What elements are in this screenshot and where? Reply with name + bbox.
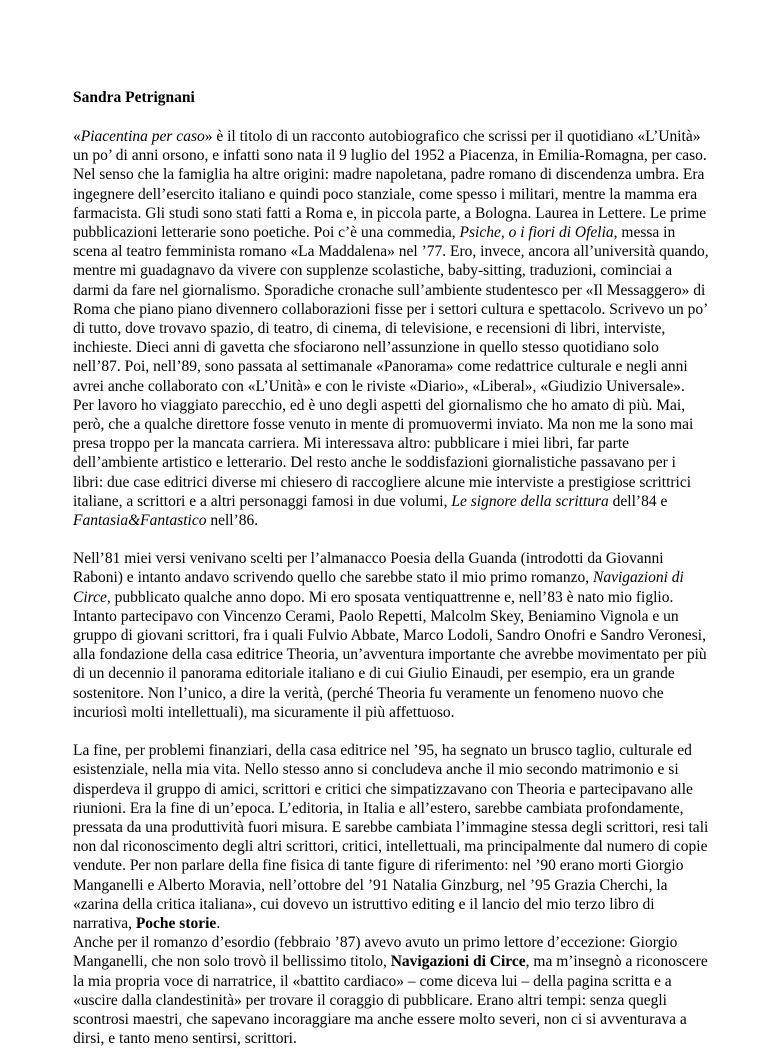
paragraph-end-of-era — [73, 741, 709, 933]
bold-title-poche-storie: Poche storie — [135, 914, 217, 932]
text-run: , messa in scena al teatro femminista romano «La Maddalena» nel ’77. Ero, invece, ancora all’università quando, mentre mi guadagnavo da vivere con supplenze scolastiche, baby-sitting, traduzioni, cominciai a darmi da fare nel giornalismo. Sporadiche cronache sull’ambiente studentesco per «Il Messaggero» di Roma che piano piano divennero collaborazioni fisse per i settori cultura e spettacolo. Scrivevo un po’ di tutto, dove trovavo spazio, di teatro, di cinema, di televisione, e recensioni di libri, interviste, inchieste. Dieci anni di gavetta che sfociarono nell’assunzione in quello stesso quotidiano solo nell’87. Poi, nell’89, sono passata al settimanale «Panorama» come redattrice culturale e negli anni avrei anche collaborato con «L’Unità» e con le riviste «Diario», «Liberal», «Giudizio Universale». Per lavoro ho viaggiato parecchio, ed è uno degli aspetti del giornalismo che ho amato di più. Mai, però, che a qualche direttore fosse venuto in mente di promuovermi inviato. Ma non me la sono mai presa troppo per la mancata carriera. Mi interessava altro: pubblicare i miei libri, far parte dell’ambiente artistico e letterario. Del resto anche le soddisfazioni giornalistiche passavano per i libri: due case editrici diverse mi chiesero di raccogliere alcune mie interviste a prestigiose scrittrici italiane, a scrittori e a altri personaggi famosi in due volumi, — [73, 224, 709, 510]
paragraph-first-reader — [73, 933, 709, 1048]
text-run: , pubblicato qualche anno dopo. Mi ero sposata ventiquattrenne e, nell’83 è nato mio figlio. Intanto partecipavo con Vincenzo Cerami, Paolo Repetti, Malcolm Skey, Beniamino Vignola e un gruppo di giovani scrittori, fra i quali Fulvio Abbate, Marco Lodoli, Sandro Onofri e Sandro Veronesi, alla fondazione della casa editrice Theoria, un’avventura importante che avrebbe movimentato per più di un decennio il panorama editoriale italiano e di cui Giulio Einaudi, per esempio, era un grande sostenitore. Non l’unico, a dire la verità, (perché Theoria fu veramente un fenomeno nuovo che incuriosì molti intellettuali), ma sicuramente il più affettuoso. — [73, 588, 707, 721]
text-run: « — [73, 128, 81, 145]
italic-title-navigazioni: Navigazioni di Circe — [73, 569, 684, 606]
text-run: . — [216, 914, 221, 932]
text-run: dell’84 e — [608, 492, 668, 510]
text-run: nell’86. — [206, 512, 259, 530]
document-page — [73, 88, 709, 1048]
italic-title-signore: Le signore della scrittura — [451, 492, 609, 510]
text-run: La fine, per problemi finanziari, della casa editrice nel ’95, ha segnato un brusco taglio, culturale ed esistenziale, nella mia vita. Nello stesso anno si concludeva anche il mio secondo matrimonio e si disperdeva il gruppo di amici, scrittori e critici che simpatizzavano con Theoria e partecipavano alle riunioni. Era la fine di un’epoca. L’editoria, in Italia e all’estero, sarebbe cambiata profondamente, pressata da una produttività fuori misura. E sarebbe cambiata l’immagine stessa degli scrittori, resi tali non dal riconoscimento degli altri scrittori, critici, intellettuali, ma principalmente dal numero di copie vendute. Per non parlare della fine fisica di tante figure di riferimento: nel ’90 erano morti Giorgio Manganelli e Alberto Moravia, nell’ottobre del ’91 Natalia Ginzburg, nel ’95 Grazia Cherchi, la «zarina della critica italiana», cui dovevo un istruttivo editing e il lancio del mio terzo libro di narrativa, — [73, 742, 709, 932]
text-run: Nell’81 miei versi venivano scelti per l’almanacco Poesia della Guanda (introdotti da Giovanni Raboni) e intanto andavo scrivendo quello che sarebbe stato il mio primo romanzo, — [73, 550, 664, 587]
italic-title-psiche: Psiche, o i fiori di Ofelia — [459, 224, 614, 242]
text-run: » è il titolo di un racconto autobiografico che scrissi per il quotidiano «L’Unità» un po’ di anni orsono, e infatti sono nata il 9 luglio del 1952 a Piacenza, in Emilia-Romagna, per caso. Nel senso che la famiglia ha altre origini: madre napoletana, padre romano di discendenza umbra. Era ingegnere dell’esercito italiano e quindi poco stanziale, come spesso i militari, mentre la mamma era farmacista. Gli studi sono stati fatti a Roma e, in piccola parte, a Bologna. Laurea in Lettere. Le prime pubblicazioni letterarie sono poetiche. Poi c’è una commedia, — [73, 128, 707, 242]
text-run: , ma m’insegnò a riconoscere la mia propria voce di narratrice, il «battito cardiaco» – come diceva lui – della pagina scritta e a «uscire dalla clandestinità» per trovare il coraggio di pubblicare. Erano altri tempi: senza quegli scontrosi maestri, che sapevano incoraggiare ma anche essere molto severi, non ci si avventurava a dirsi, e tanto meno sentirsi, scrittori. — [73, 953, 708, 1048]
author-name: Sandra Petrignani — [73, 89, 195, 106]
paragraph-theoria — [73, 549, 709, 722]
bold-title-navigazioni: Navigazioni di Circe — [390, 953, 526, 971]
italic-title-fantasia: Fantasia&Fantastico — [73, 512, 207, 530]
text-run: Anche per il romanzo d’esordio (febbraio ’87) avevo avuto un primo lettore d’eccezione: Giorgio Manganelli, che non solo trovò il bellissimo titolo, — [73, 934, 678, 971]
italic-title-piacentina: Piacentina per caso — [80, 128, 205, 145]
paragraph-biography — [73, 127, 709, 530]
